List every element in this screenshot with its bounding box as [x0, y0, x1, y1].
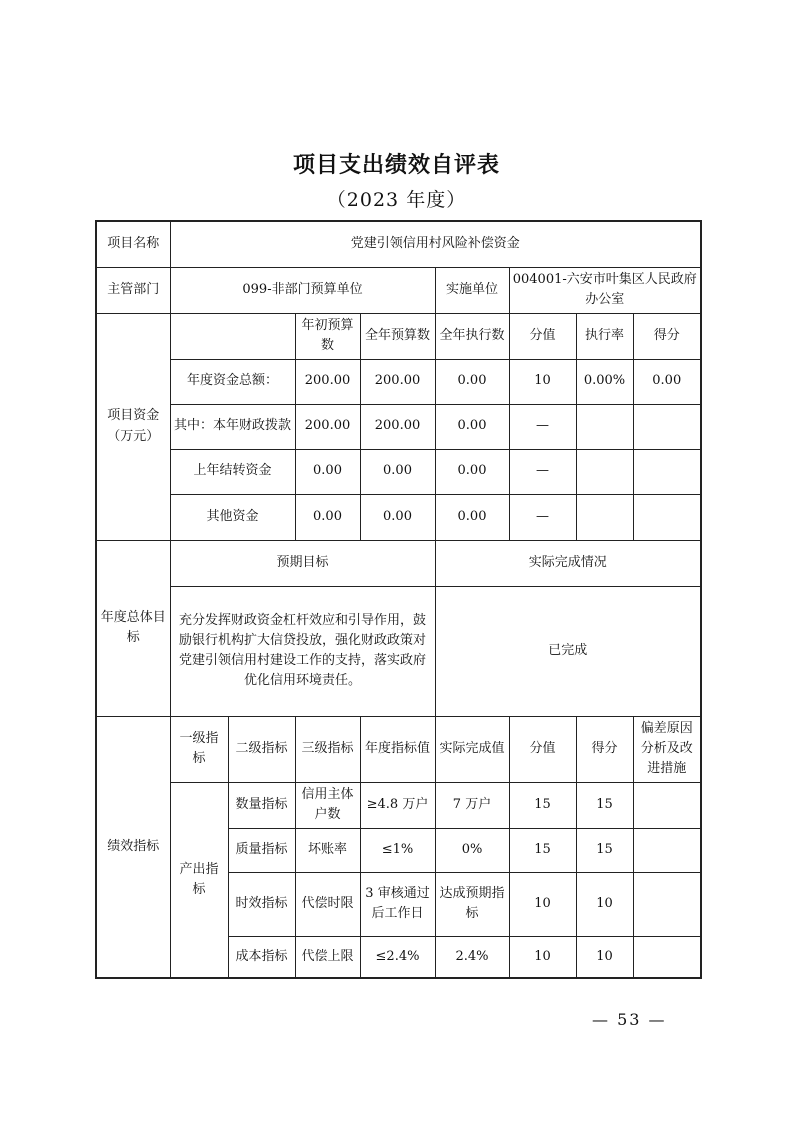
table-row	[96, 267, 701, 313]
cell-value: 200.00	[360, 404, 435, 449]
empty-cell	[170, 313, 295, 359]
target-value: 3 审核通过后工作日	[360, 872, 435, 936]
table-row	[96, 313, 701, 359]
section-label: 绩效指标	[96, 716, 170, 978]
col-header: 一级指标	[170, 716, 228, 782]
cell-label: 项目名称	[96, 221, 170, 267]
col-header: 得分	[576, 716, 633, 782]
level1-indicator: 产出指标	[170, 782, 228, 978]
actual-value: 2.4%	[435, 936, 509, 978]
cell-value	[633, 404, 701, 449]
col-header: 年度指标值	[360, 716, 435, 782]
col-header: 得分	[633, 313, 701, 359]
col-header: 实际完成值	[435, 716, 509, 782]
score-value: 15	[509, 782, 576, 828]
cell-value: —	[509, 449, 576, 494]
level2-indicator: 数量指标	[228, 782, 295, 828]
score: 15	[576, 828, 633, 872]
table-row	[96, 359, 701, 404]
col-header: 二级指标	[228, 716, 295, 782]
cell-label: 实施单位	[435, 267, 509, 313]
cell-value: 099-非部门预算单位	[170, 267, 435, 313]
col-header: 年初预算数	[295, 313, 360, 359]
cell-value: 0.00	[435, 359, 509, 404]
cell-value: 0.00	[295, 494, 360, 540]
table-row	[96, 716, 701, 782]
row-label: 上年结转资金	[170, 449, 295, 494]
col-header: 实际完成情况	[435, 540, 701, 586]
table-row	[96, 586, 701, 716]
cell-value: 0.00	[435, 404, 509, 449]
level3-indicator: 代偿上限	[295, 936, 360, 978]
cell-value: 004001-六安市叶集区人民政府办公室	[509, 267, 701, 313]
cell-value: 0.00	[360, 449, 435, 494]
deviation-analysis	[633, 936, 701, 978]
table-row	[96, 782, 701, 828]
col-header: 三级指标	[295, 716, 360, 782]
col-header: 分值	[509, 716, 576, 782]
deviation-analysis	[633, 828, 701, 872]
expected-goal-text: 充分发挥财政资金杠杆效应和引导作用，鼓励银行机构扩大信贷投放，强化财政政策对党建引领信用村建设工作的支持，落实政府优化信用环境责任。	[170, 586, 435, 716]
cell-value: 200.00	[295, 404, 360, 449]
cell-value	[633, 494, 701, 540]
cell-value: 10	[509, 359, 576, 404]
page-number: — 53 —	[592, 1010, 667, 1029]
level3-indicator: 代偿时限	[295, 872, 360, 936]
score-value: 10	[509, 936, 576, 978]
score-value: 10	[509, 872, 576, 936]
row-label: 其他资金	[170, 494, 295, 540]
col-header: 全年预算数	[360, 313, 435, 359]
actual-value: 7 万户	[435, 782, 509, 828]
table-row	[96, 449, 701, 494]
row-label: 其中：本年财政拨款	[170, 404, 295, 449]
cell-value: —	[509, 494, 576, 540]
table-row	[96, 540, 701, 586]
cell-value: 0.00	[633, 359, 701, 404]
section-label: 项目资金（万元）	[96, 313, 170, 540]
target-value: ≤2.4%	[360, 936, 435, 978]
col-header: 分值	[509, 313, 576, 359]
cell-value: 200.00	[295, 359, 360, 404]
score: 10	[576, 936, 633, 978]
col-header: 执行率	[576, 313, 633, 359]
cell-value: 200.00	[360, 359, 435, 404]
section-label: 年度总体目标	[96, 540, 170, 716]
page-subtitle: （2023 年度）	[326, 189, 467, 211]
cell-value: 党建引领信用村风险补偿资金	[170, 221, 701, 267]
page-title: 项目支出绩效自评表	[292, 153, 500, 178]
cell-value	[576, 449, 633, 494]
table-row	[96, 404, 701, 449]
target-value: ≥4.8 万户	[360, 782, 435, 828]
actual-value: 达成预期指标	[435, 872, 509, 936]
table-row	[96, 221, 701, 267]
score: 15	[576, 782, 633, 828]
level2-indicator: 时效指标	[228, 872, 295, 936]
col-header: 偏差原因分析及改进措施	[633, 716, 701, 782]
cell-value: 0.00	[435, 449, 509, 494]
score: 10	[576, 872, 633, 936]
cell-value: 0.00%	[576, 359, 633, 404]
self-evaluation-table	[95, 220, 702, 979]
cell-value	[576, 494, 633, 540]
level3-indicator: 坏账率	[295, 828, 360, 872]
row-label: 年度资金总额：	[170, 359, 295, 404]
cell-value	[576, 404, 633, 449]
cell-value	[633, 449, 701, 494]
score-value: 15	[509, 828, 576, 872]
cell-value: 0.00	[360, 494, 435, 540]
level3-indicator: 信用主体户数	[295, 782, 360, 828]
level2-indicator: 质量指标	[228, 828, 295, 872]
cell-value: 0.00	[435, 494, 509, 540]
cell-value: —	[509, 404, 576, 449]
cell-value: 0.00	[295, 449, 360, 494]
table-row	[96, 494, 701, 540]
deviation-analysis	[633, 782, 701, 828]
target-value: ≤1%	[360, 828, 435, 872]
col-header: 预期目标	[170, 540, 435, 586]
actual-value: 0%	[435, 828, 509, 872]
actual-goal-text: 已完成	[435, 586, 701, 716]
cell-label: 主管部门	[96, 267, 170, 313]
col-header: 全年执行数	[435, 313, 509, 359]
level2-indicator: 成本指标	[228, 936, 295, 978]
deviation-analysis	[633, 872, 701, 936]
